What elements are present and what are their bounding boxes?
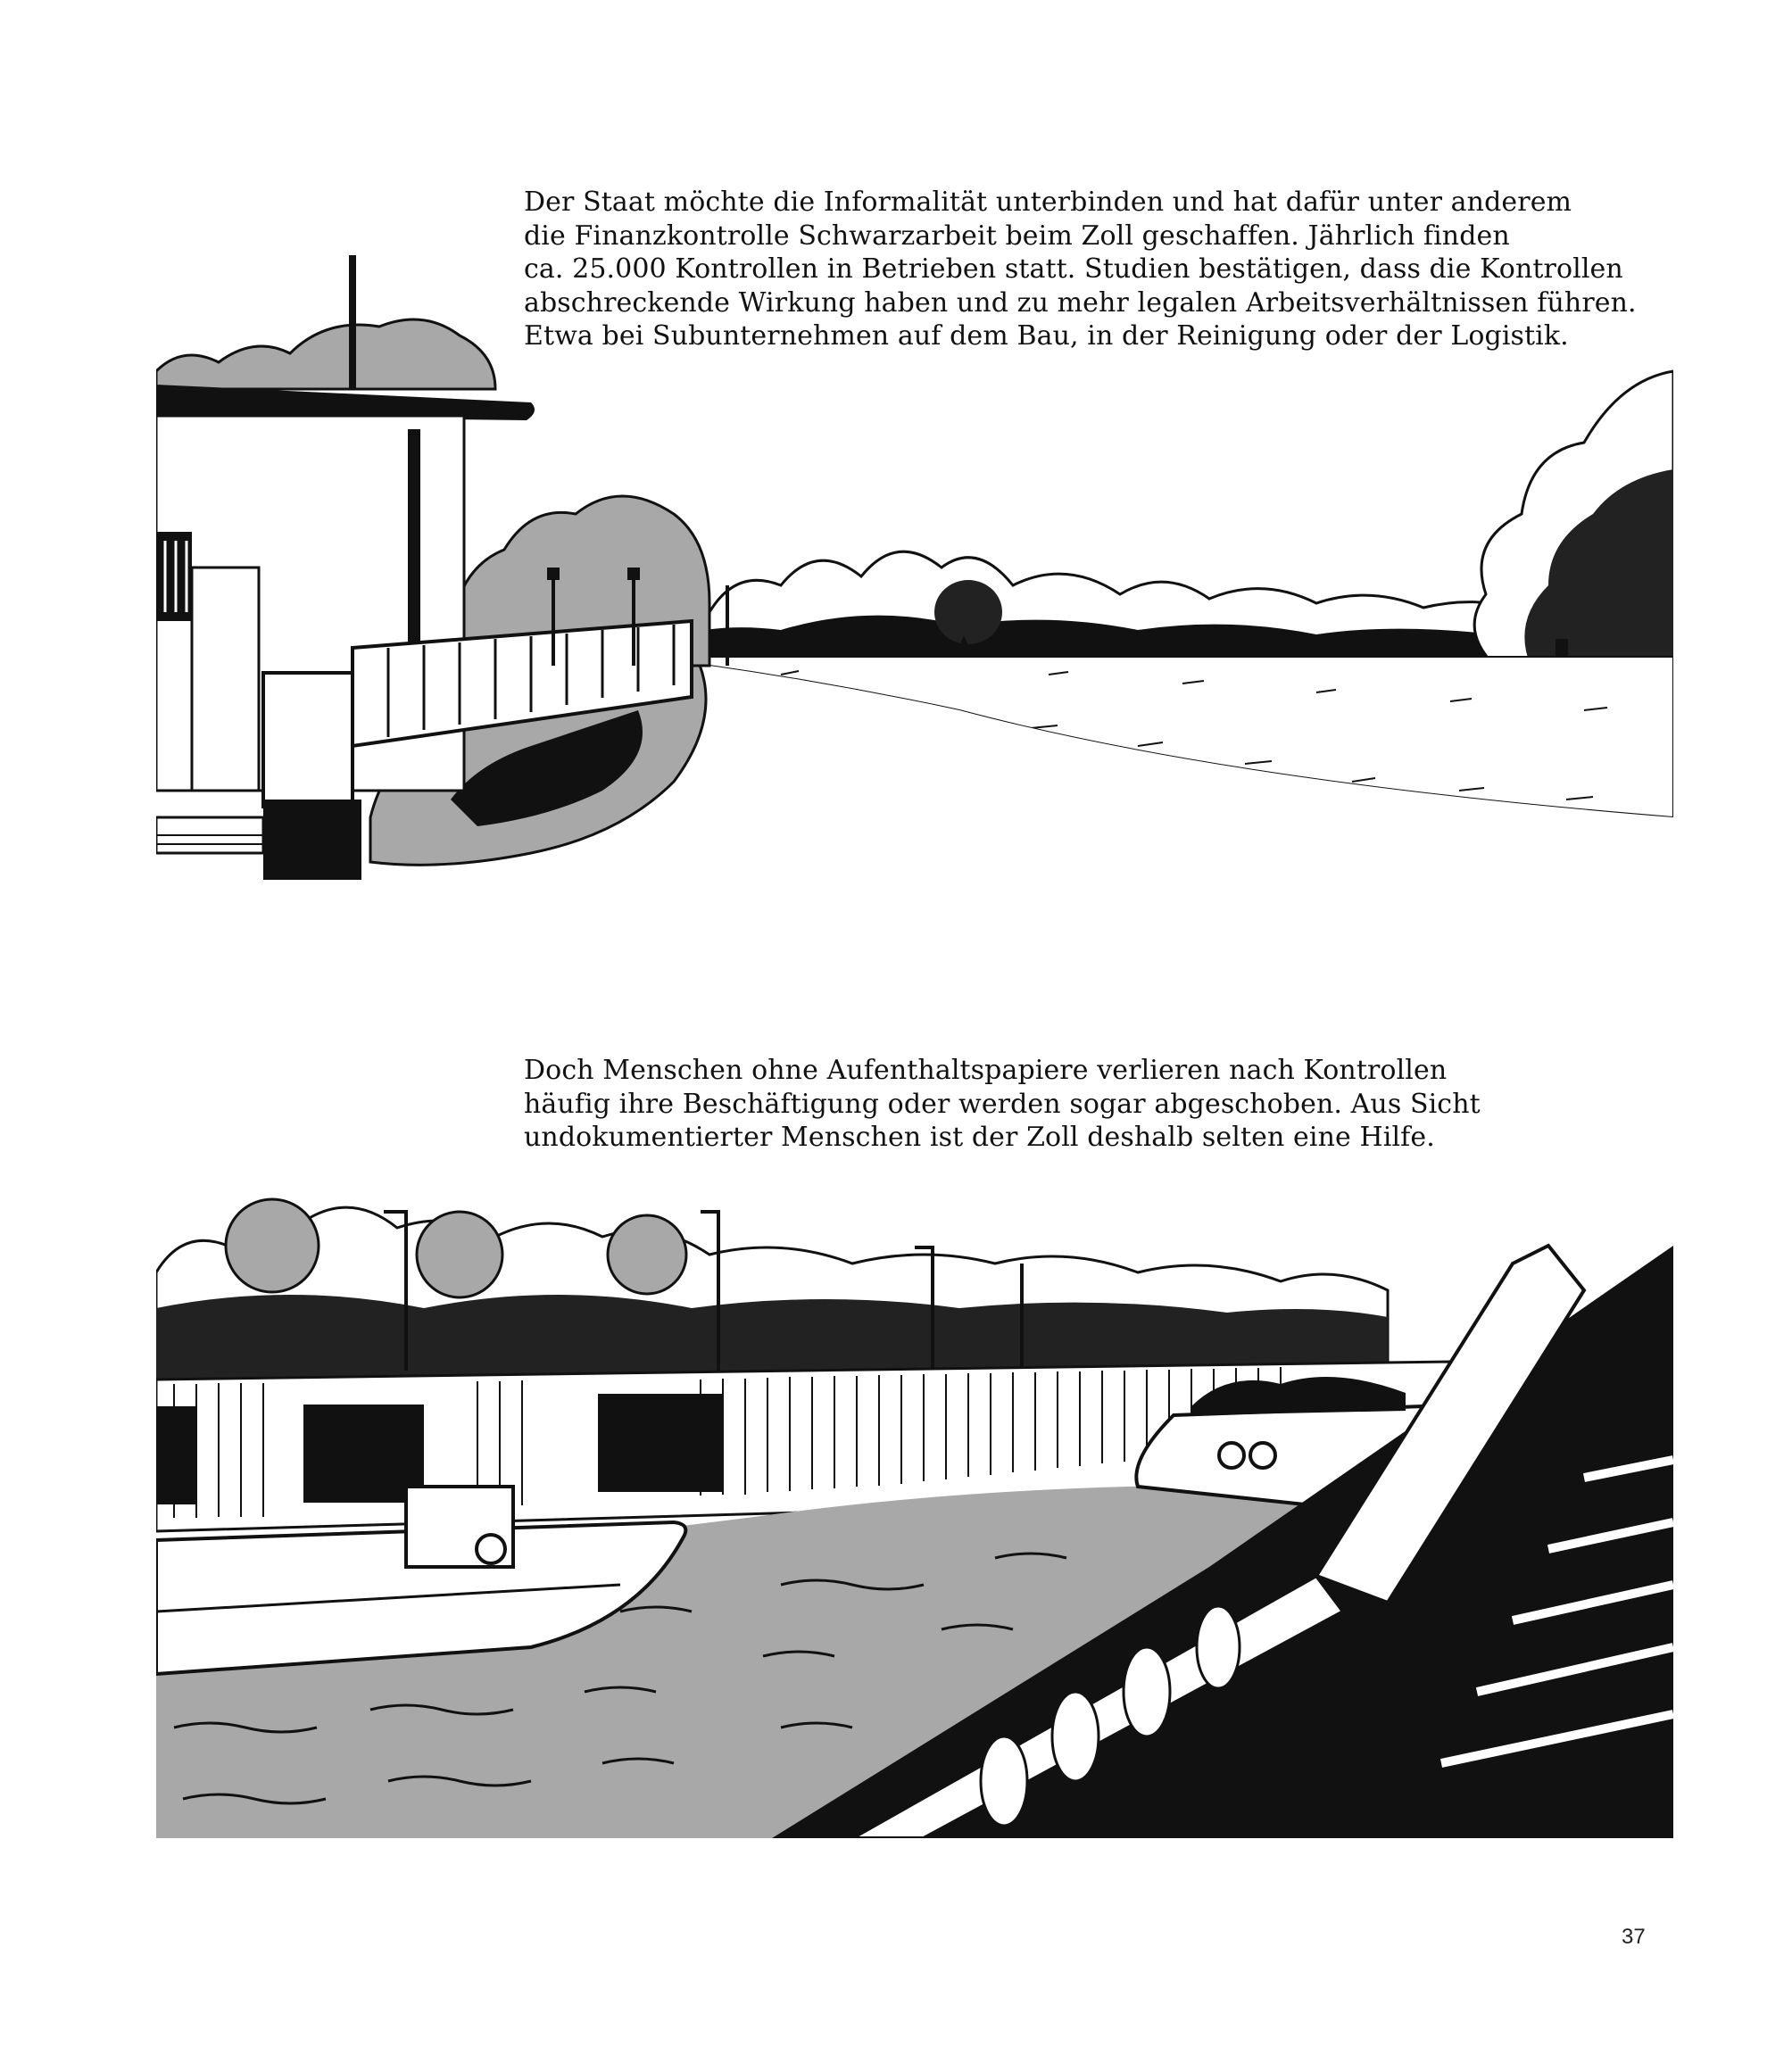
- pavilion-door: [192, 568, 259, 791]
- center-tree: [934, 580, 1002, 644]
- caption-bottom: Doch Menschen ohne Aufenthaltspapiere verlieren nach Kontrollen häufig ihre Beschäftigung oder werden sogar abgeschoben. Aus Sicht undokumentierter Menschen ist der Zoll deshalb selten eine Hilfe.: [524, 1055, 1481, 1153]
- quay-opening-1: [156, 1406, 196, 1504]
- canal-boats-drawing: [156, 1192, 1673, 1838]
- quay-opening-3: [598, 1394, 723, 1492]
- pavilion-river-drawing: [156, 246, 1673, 898]
- page-number: 37: [1622, 1925, 1646, 1949]
- gate-post-base: [263, 800, 361, 880]
- gray-tree-3: [608, 1215, 686, 1294]
- left-boat-porthole: [477, 1535, 505, 1563]
- lamp-head-2: [627, 568, 640, 580]
- illustration-canal-boats: [156, 1192, 1673, 1838]
- caption-top: Der Staat möchte die Informalität unterbinden und hat dafür unter anderem die Finanzkontrolle Schwarzarbeit beim Zoll geschaffen. Jährlich finden ca. 25.000 Kontrollen in Betrieben statt. Studien bestätigen, dass die Kontrollen abschreckende Wirkung haben und zu mehr legalen Arbeitsverhältnissen führen. Etwa bei Subunternehmen auf dem Bau, in der Reinigung oder der Logistik.: [524, 186, 1637, 352]
- gray-tree-2: [417, 1212, 502, 1297]
- right-boat-porthole-2: [1250, 1443, 1275, 1468]
- pavilion-roof-trees: [156, 319, 495, 389]
- gate-post: [263, 673, 353, 807]
- right-boat-porthole-1: [1219, 1443, 1244, 1468]
- pavilion-column: [408, 429, 420, 652]
- lamp-head-1: [547, 568, 560, 580]
- gray-tree-1: [226, 1199, 319, 1292]
- flagpole: [349, 255, 356, 389]
- illustration-pavilion-river: [156, 246, 1673, 898]
